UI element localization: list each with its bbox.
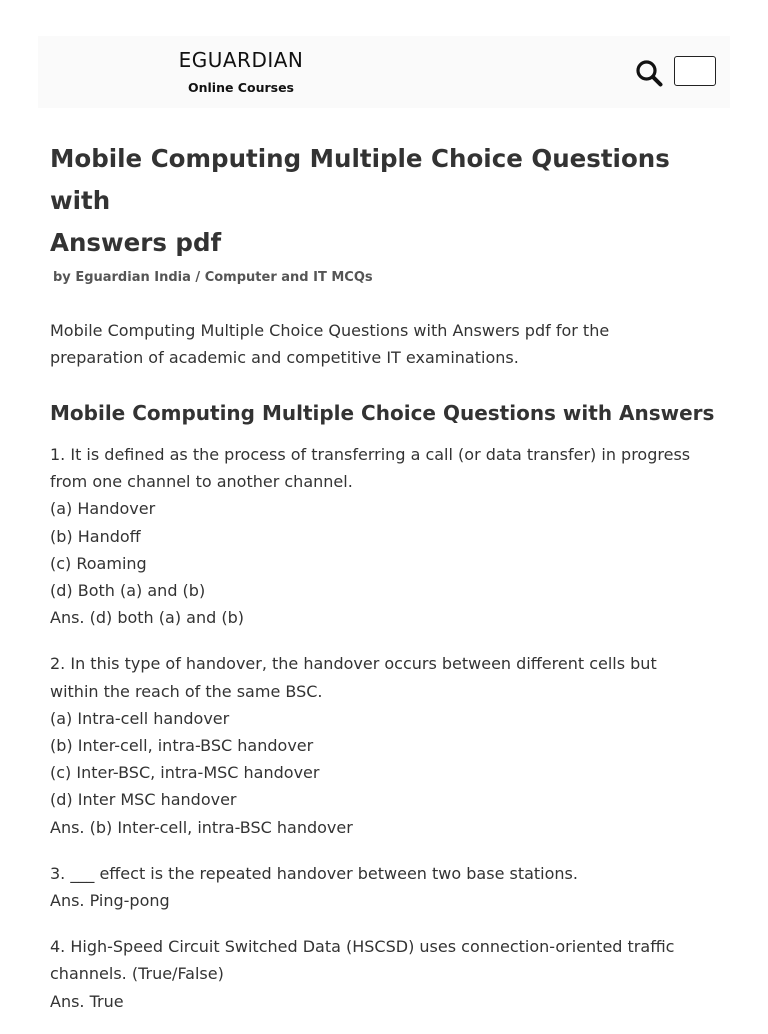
page-title-line-2: Answers pdf [50,228,222,257]
option-a: (a) Handover [50,499,156,519]
question-list [50,441,730,1015]
menu-toggle-button[interactable] [674,56,716,86]
option-d: (d) Inter MSC handover [50,790,237,810]
question-line: 2. In this type of handover, the handover occurs between different cells but [50,654,657,674]
option-a: (a) Intra-cell handover [50,708,230,728]
page-title-line-1: Mobile Computing Multiple Choice Questions with [50,144,670,215]
category-link[interactable]: Computer and IT MCQs [204,270,373,285]
question-4 [50,933,730,1015]
byline-prefix: by [53,270,71,285]
option-d: (d) Both (a) and (b) [50,581,206,601]
option-c: (c) Roaming [50,553,147,573]
question-line: channels. (True/False) [50,964,224,984]
question-line: 3. ___ effect is the repeated handover between two base stations. [50,863,578,883]
intro-line-1: Mobile Computing Multiple Choice Questions with Answers pdf for the [50,321,610,340]
intro-line-2: preparation of academic and competitive IT examinations. [50,348,519,367]
site-tagline: Online Courses [187,80,294,95]
page-title [50,138,730,264]
question-1 [50,441,730,631]
option-b: (b) Handoff [50,526,141,546]
intro-paragraph [50,317,730,371]
question-line: 1. It is defined as the process of transferring a call (or data transfer) in progress [50,445,691,464]
byline-separator: / [195,270,201,285]
answer: Ans. (b) Inter-cell, intra-BSC handover [50,817,353,837]
site-header [38,36,730,108]
answer: Ans. Ping-pong [50,891,170,911]
site-branding[interactable] [176,48,306,95]
question-line: 4. High-Speed Circuit Switched Data (HSCSD) uses connection-oriented traffic [50,937,675,957]
question-2 [50,650,730,840]
section-heading: Mobile Computing Multiple Choice Questions with Answers [50,401,715,425]
answer: Ans. True [50,991,124,1011]
author-link[interactable]: Eguardian India [75,270,191,285]
question-3 [50,860,730,914]
site-title[interactable]: EGUARDIAN [178,48,304,72]
option-c: (c) Inter-BSC, intra-MSC handover [50,763,320,783]
question-line: from one channel to another channel. [50,472,353,492]
article [50,138,730,1034]
option-b: (b) Inter-cell, intra-BSC handover [50,736,314,756]
answer: Ans. (d) both (a) and (b) [50,608,244,628]
question-line: within the reach of the same BSC. [50,681,323,701]
search-icon[interactable] [634,58,664,88]
byline [53,270,730,285]
